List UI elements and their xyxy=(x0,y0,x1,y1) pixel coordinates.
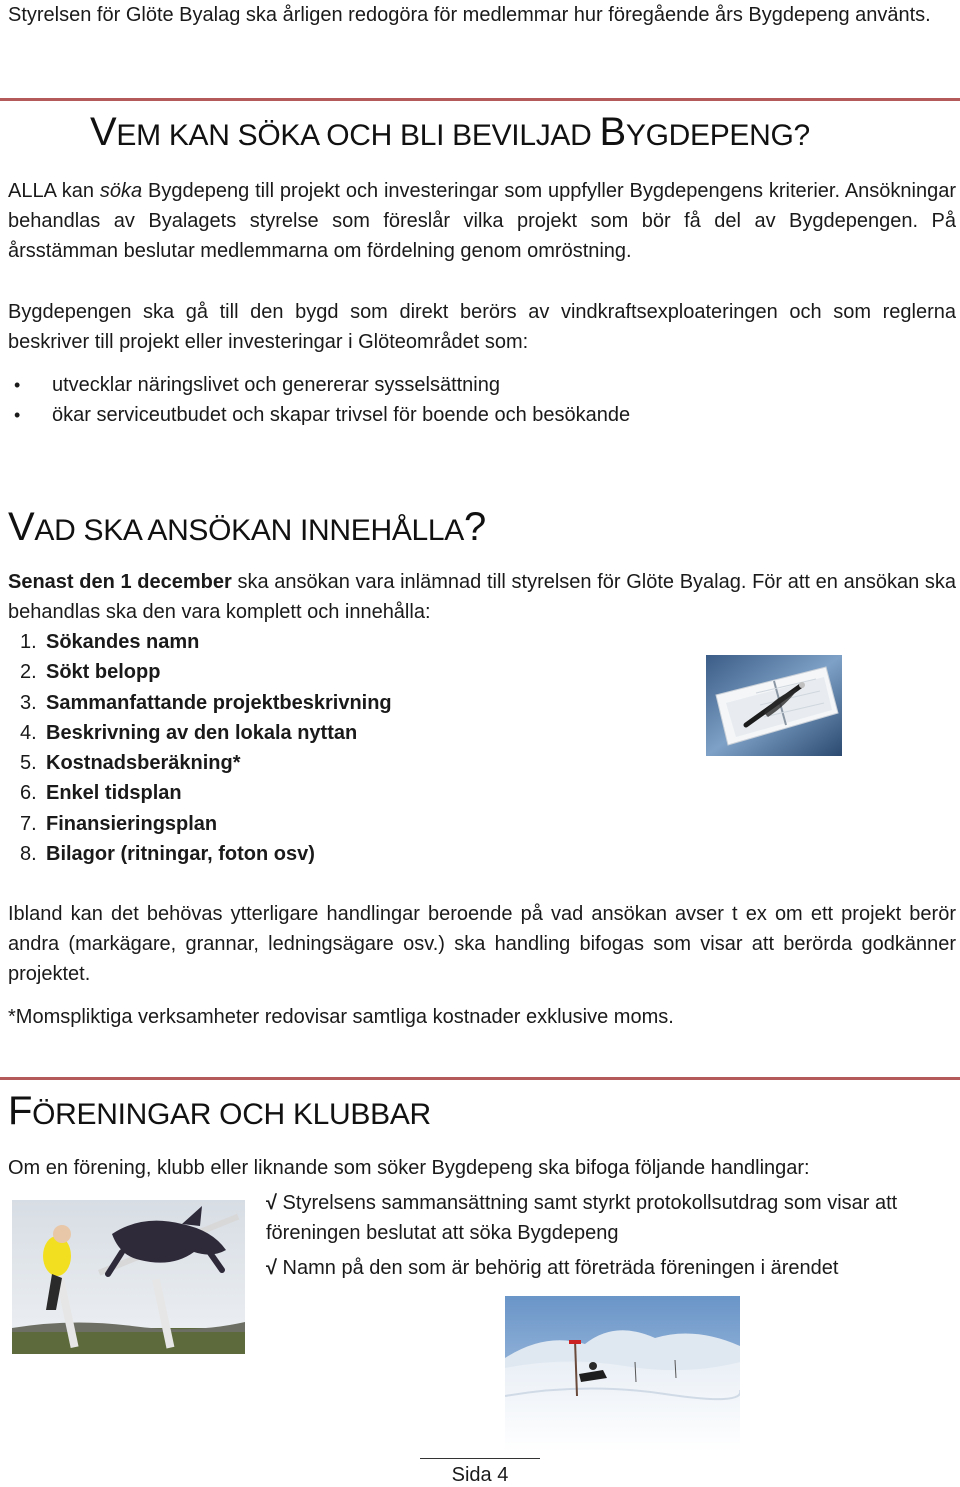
section-heading-vad-ska-ansokan: VAD SKA ANSÖKAN INNEHÅLLA? xyxy=(8,505,486,549)
section-divider xyxy=(0,1077,960,1080)
checkmark-icon: √ xyxy=(266,1257,277,1279)
section-heading-foreningar: FÖRENINGAR OCH KLUBBAR xyxy=(8,1089,431,1133)
checkmark-icon: √ xyxy=(266,1192,277,1214)
list-item: 3. Sammanfattande projektbeskrivning xyxy=(20,691,392,714)
section2-footnote: *Momspliktiga verksamheter redovisar samtliga kostnader exklusive moms. xyxy=(8,1006,674,1028)
list-item: 1. Sökandes namn xyxy=(20,631,200,653)
list-item: 2. Sökt belopp xyxy=(20,661,161,684)
list-item: • ökar serviceutbudet och skapar trivsel för boende och besökande xyxy=(8,400,956,430)
list-item: 8. Bilagor (ritningar, foton osv) xyxy=(20,843,315,866)
section2-paragraph-2: Ibland kan det behövas ytterligare handlingar beroende på vad ansökan avser t ex om ett projekt berör andra (markägare, grannar, ledningsägare osv.) ska handling bifogas som visar att berörda godkänner projektet. xyxy=(8,903,956,985)
section3-intro: Om en förening, klubb eller liknande som söker Bygdepeng ska bifoga följande handlingar: xyxy=(8,1157,810,1179)
list-item: 5. Kostnadsberäkning* xyxy=(20,752,241,775)
snow-landscape-photo xyxy=(505,1296,740,1452)
list-item: 4. Beskrivning av den lokala nyttan xyxy=(20,721,358,744)
list-item: • utvecklar näringslivet och genererar sysselsättning xyxy=(8,370,956,400)
checklist-item: √ Namn på den som är behörig att företräda föreningen i ärendet xyxy=(266,1257,839,1279)
notebook-pen-image xyxy=(706,655,842,756)
section1-paragraph-1: ALLA kan söka Bygdepeng till projekt och investeringar som uppfyller Bygdepengens kriterier. Ansökningar behandlas av Byalagets styrelse som föreslår vilka projekt som bör få del av Bygdepengen. På årsstämman beslutar medlemmarna om fördelning genom omröstning. xyxy=(8,180,956,262)
dog-agility-photo xyxy=(12,1200,245,1354)
section1-paragraph-2: Bygdepengen ska gå till den bygd som direkt berörs av vindkraftsexploateringen och som reglerna beskriver till projekt eller investeringar i Glöteområdet som: xyxy=(8,301,956,353)
list-item: 6. Enkel tidsplan xyxy=(20,782,182,805)
page-number: Sida 4 xyxy=(451,1464,509,1486)
section-divider xyxy=(0,98,960,101)
section2-paragraph-1: Senast den 1 december ska ansökan vara inlämnad till styrelsen för Glöte Byalag. För att en ansökan ska behandlas ska den vara komplett och innehålla: xyxy=(8,571,956,623)
list-item: 7. Finansieringsplan xyxy=(20,812,218,835)
section-heading-vem-kan-soka: VEM KAN SÖKA OCH BLI BEVILJAD BYGDEPENG? xyxy=(90,110,810,154)
checklist-item: √ Styrelsens sammansättning samt styrkt protokollsutdrag som visar att föreningen beslutat att söka Bygdepeng xyxy=(266,1192,898,1244)
criteria-list xyxy=(8,370,956,430)
requirements-list xyxy=(8,627,608,869)
intro-paragraph: Styrelsen för Glöte Byalag ska årligen redogöra för medlemmar hur föregående års Bygdepeng använts. xyxy=(8,4,931,26)
footer-rule xyxy=(420,1458,540,1459)
